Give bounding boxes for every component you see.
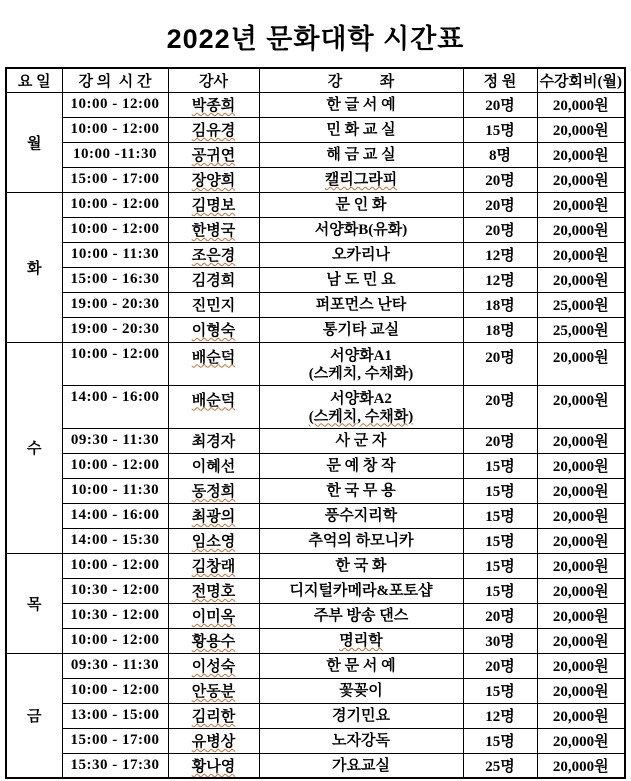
course-cell bbox=[259, 117, 463, 142]
capacity-cell: 15명 bbox=[463, 453, 537, 478]
course-name: 풍수지리학 bbox=[324, 508, 398, 524]
course-cell bbox=[259, 385, 463, 428]
time-cell: 10:30 - 12:00 bbox=[62, 603, 168, 628]
day-label: 수 bbox=[6, 342, 62, 553]
page-title: 2022년 문화대학 시간표 bbox=[166, 24, 465, 54]
capacity-cell: 20명 bbox=[463, 342, 537, 385]
time-cell: 10:00 - 12:00 bbox=[62, 217, 168, 242]
fee-cell: 20,000원 bbox=[537, 578, 625, 603]
course-cell bbox=[259, 428, 463, 453]
fee-cell: 20,000원 bbox=[537, 653, 625, 678]
capacity-cell: 20명 bbox=[463, 192, 537, 217]
course-cell bbox=[259, 578, 463, 603]
fee-cell: 25,000원 bbox=[537, 292, 625, 317]
course-row bbox=[6, 242, 625, 267]
capacity-cell: 20명 bbox=[463, 428, 537, 453]
course-cell bbox=[259, 92, 463, 117]
capacity-cell: 15명 bbox=[463, 553, 537, 578]
course-name: 사 군 자 bbox=[335, 433, 387, 449]
course-cell bbox=[259, 503, 463, 528]
time-cell: 15:30 - 17:30 bbox=[62, 753, 168, 778]
course-name: 서양화A1 bbox=[330, 347, 392, 364]
time-cell: 10:00 - 12:00 bbox=[62, 453, 168, 478]
time-cell: 10:00 - 11:30 bbox=[62, 242, 168, 267]
course-cell bbox=[259, 242, 463, 267]
fee-cell: 20,000원 bbox=[537, 703, 625, 728]
instructor-cell: 전명호 bbox=[168, 578, 259, 603]
course-name: 문 인 화 bbox=[335, 197, 387, 213]
time-cell: 10:00 - 12:00 bbox=[62, 192, 168, 217]
instructor-cell: 배순덕 bbox=[168, 385, 259, 428]
course-cell bbox=[259, 342, 463, 385]
time-cell: 14:00 - 16:00 bbox=[62, 503, 168, 528]
time-cell: 15:00 - 16:30 bbox=[62, 267, 168, 292]
capacity-cell: 15명 bbox=[463, 728, 537, 753]
course-row bbox=[6, 92, 625, 117]
course-row bbox=[6, 317, 625, 342]
time-cell: 10:00 - 12:00 bbox=[62, 553, 168, 578]
column-header: 강사 bbox=[168, 68, 259, 92]
course-row bbox=[6, 142, 625, 167]
course-row bbox=[6, 703, 625, 728]
course-name: 한 글 서 예 bbox=[326, 97, 396, 113]
timetable-body bbox=[6, 92, 625, 778]
instructor-cell: 조은경 bbox=[168, 242, 259, 267]
timetable bbox=[5, 67, 626, 779]
course-name: 해 금 교 실 bbox=[326, 147, 396, 163]
instructor-cell: 최경자 bbox=[168, 428, 259, 453]
course-name: 서양화B(유화) bbox=[314, 222, 408, 238]
time-cell: 15:00 - 17:00 bbox=[62, 167, 168, 192]
day-label: 월 bbox=[6, 92, 62, 192]
course-cell bbox=[259, 478, 463, 503]
time-cell: 10:00 -11:30 bbox=[62, 142, 168, 167]
capacity-cell: 30명 bbox=[463, 628, 537, 653]
course-name: 노자강독 bbox=[332, 733, 390, 749]
course-row bbox=[6, 653, 625, 678]
course-row bbox=[6, 117, 625, 142]
course-cell bbox=[259, 217, 463, 242]
course-name: 주부 방송 댄스 bbox=[313, 608, 409, 624]
fee-cell: 20,000원 bbox=[537, 603, 625, 628]
fee-cell: 20,000원 bbox=[537, 478, 625, 503]
fee-cell: 20,000원 bbox=[537, 528, 625, 553]
capacity-cell: 20명 bbox=[463, 217, 537, 242]
course-cell bbox=[259, 292, 463, 317]
instructor-cell: 박종희 bbox=[168, 92, 259, 117]
course-row bbox=[6, 578, 625, 603]
course-row bbox=[6, 678, 625, 703]
capacity-cell: 15명 bbox=[463, 528, 537, 553]
fee-cell: 20,000원 bbox=[537, 192, 625, 217]
course-name: 한 문 서 예 bbox=[326, 658, 396, 674]
fee-cell: 20,000원 bbox=[537, 453, 625, 478]
instructor-cell: 김경희 bbox=[168, 267, 259, 292]
instructor-cell: 이혜선 bbox=[168, 453, 259, 478]
course-subtitle: (스케치, 수채화) bbox=[308, 365, 414, 382]
fee-cell: 20,000원 bbox=[537, 628, 625, 653]
time-cell: 14:00 - 16:00 bbox=[62, 385, 168, 428]
instructor-cell: 김명보 bbox=[168, 192, 259, 217]
course-row bbox=[6, 292, 625, 317]
course-row bbox=[6, 528, 625, 553]
course-row bbox=[6, 503, 625, 528]
course-name: 서양화A2 bbox=[330, 390, 392, 407]
instructor-cell: 이성숙 bbox=[168, 653, 259, 678]
time-cell: 19:00 - 20:30 bbox=[62, 292, 168, 317]
course-name: 남 도 민 요 bbox=[326, 272, 396, 288]
course-name: 오카리나 bbox=[332, 247, 390, 263]
course-name: 민 화 교 실 bbox=[326, 122, 396, 138]
capacity-cell: 12명 bbox=[463, 703, 537, 728]
instructor-cell: 최광의 bbox=[168, 503, 259, 528]
capacity-cell: 20명 bbox=[463, 603, 537, 628]
instructor-cell: 이미옥 bbox=[168, 603, 259, 628]
fee-cell: 20,000원 bbox=[537, 728, 625, 753]
course-row bbox=[6, 192, 625, 217]
capacity-cell: 15명 bbox=[463, 678, 537, 703]
course-name: 꽃꽂이 bbox=[339, 683, 383, 699]
time-cell: 10:00 - 11:30 bbox=[62, 478, 168, 503]
course-cell bbox=[259, 703, 463, 728]
instructor-cell: 임소영 bbox=[168, 528, 259, 553]
instructor-cell: 장양희 bbox=[168, 167, 259, 192]
course-row bbox=[6, 753, 625, 778]
course-name: 디지털카메라&포토샵 bbox=[289, 583, 433, 599]
capacity-cell: 20명 bbox=[463, 92, 537, 117]
course-row bbox=[6, 553, 625, 578]
time-cell: 14:00 - 15:30 bbox=[62, 528, 168, 553]
course-row bbox=[6, 428, 625, 453]
instructor-cell: 배순덕 bbox=[168, 342, 259, 385]
course-cell bbox=[259, 167, 463, 192]
course-name: 통기타 교실 bbox=[322, 322, 400, 338]
course-name: 경기민요 bbox=[332, 708, 390, 724]
fee-cell: 20,000원 bbox=[537, 428, 625, 453]
capacity-cell: 25명 bbox=[463, 753, 537, 778]
course-name: 추억의 하모니카 bbox=[308, 533, 414, 549]
course-row bbox=[6, 603, 625, 628]
column-header: 강 좌 bbox=[259, 68, 463, 92]
column-header: 요 일 bbox=[6, 68, 62, 92]
fee-cell: 20,000원 bbox=[537, 753, 625, 778]
capacity-cell: 20명 bbox=[463, 653, 537, 678]
time-cell: 19:00 - 20:30 bbox=[62, 317, 168, 342]
fee-cell: 20,000원 bbox=[537, 678, 625, 703]
course-row bbox=[6, 267, 625, 292]
course-row bbox=[6, 478, 625, 503]
course-cell bbox=[259, 753, 463, 778]
time-cell: 10:30 - 12:00 bbox=[62, 578, 168, 603]
capacity-cell: 18명 bbox=[463, 292, 537, 317]
course-name: 캘리그라피 bbox=[324, 172, 398, 188]
capacity-cell: 12명 bbox=[463, 242, 537, 267]
column-header: 수강회비(월) bbox=[537, 68, 625, 92]
instructor-cell: 공귀연 bbox=[168, 142, 259, 167]
course-name: 가요교실 bbox=[332, 757, 390, 774]
course-subtitle: (스케치, 수채화) bbox=[308, 408, 414, 425]
column-header: 정 원 bbox=[463, 68, 537, 92]
time-cell: 10:00 - 12:00 bbox=[62, 628, 168, 653]
instructor-cell: 황나영 bbox=[168, 753, 259, 778]
time-cell: 09:30 - 11:30 bbox=[62, 653, 168, 678]
fee-cell: 20,000원 bbox=[537, 503, 625, 528]
course-cell bbox=[259, 453, 463, 478]
course-cell bbox=[259, 317, 463, 342]
capacity-cell: 20명 bbox=[463, 385, 537, 428]
fee-cell: 20,000원 bbox=[537, 92, 625, 117]
capacity-cell: 20명 bbox=[463, 167, 537, 192]
course-cell bbox=[259, 528, 463, 553]
course-name: 퍼포먼스 난타 bbox=[315, 297, 407, 313]
fee-cell: 20,000원 bbox=[537, 267, 625, 292]
course-cell bbox=[259, 142, 463, 167]
course-name: 한 국 무 용 bbox=[326, 483, 396, 499]
course-cell bbox=[259, 603, 463, 628]
time-cell: 10:00 - 12:00 bbox=[62, 678, 168, 703]
instructor-cell: 김리한 bbox=[168, 703, 259, 728]
course-row bbox=[6, 385, 625, 428]
time-cell: 10:00 - 12:00 bbox=[62, 92, 168, 117]
course-cell bbox=[259, 267, 463, 292]
column-header: 강 의 시 간 bbox=[62, 68, 168, 92]
day-label: 화 bbox=[6, 192, 62, 342]
fee-cell: 20,000원 bbox=[537, 167, 625, 192]
fee-cell: 20,000원 bbox=[537, 217, 625, 242]
course-name: 한 국 화 bbox=[335, 558, 387, 574]
course-row bbox=[6, 453, 625, 478]
fee-cell: 20,000원 bbox=[537, 385, 625, 428]
instructor-cell: 김유경 bbox=[168, 117, 259, 142]
fee-cell: 20,000원 bbox=[537, 553, 625, 578]
instructor-cell: 유병상 bbox=[168, 728, 259, 753]
instructor-cell: 안동분 bbox=[168, 678, 259, 703]
time-cell: 10:00 - 12:00 bbox=[62, 117, 168, 142]
fee-cell: 20,000원 bbox=[537, 142, 625, 167]
day-label: 목 bbox=[6, 553, 62, 653]
capacity-cell: 8명 bbox=[463, 142, 537, 167]
course-name: 명리학 bbox=[339, 633, 383, 649]
course-name: 문 예 창 작 bbox=[326, 458, 396, 474]
course-cell bbox=[259, 728, 463, 753]
course-cell bbox=[259, 653, 463, 678]
course-cell bbox=[259, 628, 463, 653]
fee-cell: 20,000원 bbox=[537, 342, 625, 385]
fee-cell: 20,000원 bbox=[537, 117, 625, 142]
time-cell: 15:00 - 17:00 bbox=[62, 728, 168, 753]
course-row bbox=[6, 728, 625, 753]
fee-cell: 25,000원 bbox=[537, 317, 625, 342]
course-row bbox=[6, 342, 625, 385]
capacity-cell: 18명 bbox=[463, 317, 537, 342]
instructor-cell: 이형숙 bbox=[168, 317, 259, 342]
instructor-cell: 한병국 bbox=[168, 217, 259, 242]
day-label: 금 bbox=[6, 653, 62, 778]
capacity-cell: 15명 bbox=[463, 503, 537, 528]
course-cell bbox=[259, 553, 463, 578]
capacity-cell: 15명 bbox=[463, 478, 537, 503]
course-row bbox=[6, 167, 625, 192]
instructor-cell: 김창래 bbox=[168, 553, 259, 578]
course-row bbox=[6, 217, 625, 242]
capacity-cell: 15명 bbox=[463, 578, 537, 603]
course-cell bbox=[259, 192, 463, 217]
time-cell: 09:30 - 11:30 bbox=[62, 428, 168, 453]
time-cell: 10:00 - 12:00 bbox=[62, 342, 168, 385]
time-cell: 13:00 - 15:00 bbox=[62, 703, 168, 728]
header-row bbox=[6, 68, 625, 92]
instructor-cell: 동정희 bbox=[168, 478, 259, 503]
instructor-cell: 황용수 bbox=[168, 628, 259, 653]
fee-cell: 20,000원 bbox=[537, 242, 625, 267]
capacity-cell: 15명 bbox=[463, 117, 537, 142]
instructor-cell: 진민지 bbox=[168, 292, 259, 317]
course-cell bbox=[259, 678, 463, 703]
capacity-cell: 12명 bbox=[463, 267, 537, 292]
course-row bbox=[6, 628, 625, 653]
